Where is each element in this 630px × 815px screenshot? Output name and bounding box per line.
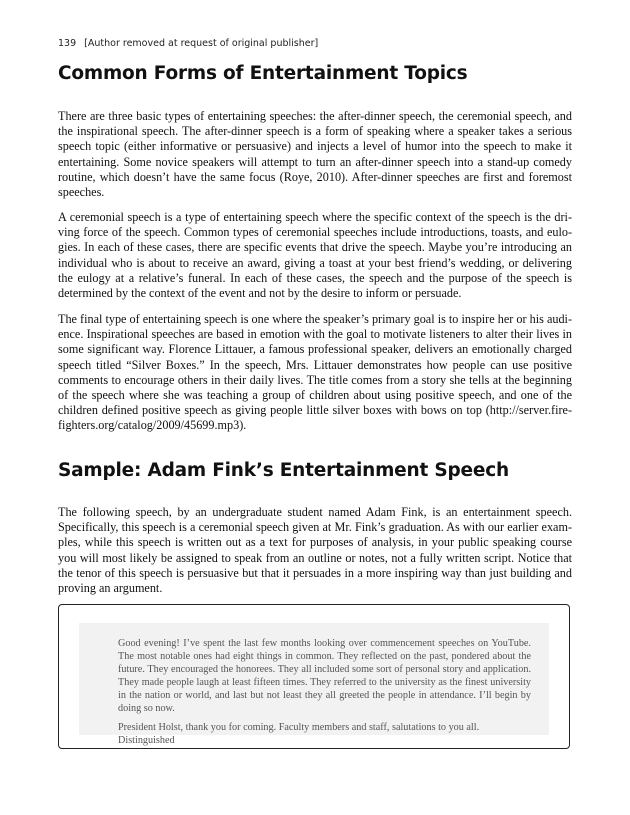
- body-paragraph: The following speech, by an undergraduate student named Adam Fink, is an entertainment speech. Specifically, this speech is a ceremonial speech given at Mr. Fink’s graduation. As with our earlier examples, while this speech is written out as a text for purposes of analysis, in your public speaking course you will most likely be assigned to speak from an outline or notes, not a fully written script. Notice that the tenor of this speech is persuasive but that it persuades in a more inspiring way than just building and proving an argument.: [58, 505, 572, 596]
- body-paragraph: There are three basic types of entertaining speeches: the after-dinner speech, the ceremonial speech, and the inspirational speech. The after-dinner speech is a form of speaking where a speaker takes a serious speech topic (either informative or persuasive) and injects a level of humor into the speech to make it entertaining. Some novice speakers will attempt to turn an after-dinner speech into a stand-up comedy routine, which doesn’t have the same focus (Roye, 2010). After-dinner speeches are first and foremost speeches.: [58, 109, 572, 200]
- running-title: [Author removed at request of original publisher]: [84, 38, 319, 49]
- page-number: 139: [58, 38, 77, 49]
- speech-excerpt-paragraph: President Holst, thank you for coming. Faculty members and staff, salutations to you all. Distinguished: [118, 722, 480, 746]
- speech-excerpt-quote: [79, 623, 549, 746]
- speech-excerpt-box: [58, 604, 570, 749]
- body-paragraph: The final type of entertaining speech is one where the speaker’s primary goal is to inspire her or his audience. Inspirational speeches are based in emotion with the goal to motivate listeners to alter their lives in some significant way. Florence Littauer, a famous professional speaker, delivers an emotionally charged speech titled “Silver Boxes.” In the speech, Mrs. Littauer demonstrates how people can use positive comments to encourage others in their daily lives. The title comes from a story she tells at the beginning of the speech where she was teaching a group of children about using positive speech, and one of the children defined positive speech as giving people little silver boxes with bows on top (http://server.firefighters.org/catalog/2009/45699.mp3).: [58, 312, 572, 433]
- page-header: [58, 38, 318, 49]
- section-heading-sample-speech: Sample: Adam Fink’s Entertainment Speech: [58, 460, 509, 481]
- section-heading-entertainment-topics: Common Forms of Entertainment Topics: [58, 63, 468, 84]
- body-paragraph: A ceremonial speech is a type of entertaining speech where the specific context of the speech is the driving force of the speech. Common types of ceremonial speeches include introductions, toasts, and eulogies. In each of these cases, there are specific events that drive the speech. Maybe you’re introducing an individual who is about to receive an award, giving a toast at your best friend’s wedding, or delivering the eulogy at a relative’s funeral. In each of these cases, the speech and the purpose of the speech is determined by the context of the event and not by the desire to inform or persuade.: [58, 210, 572, 301]
- speech-excerpt-paragraph: Good evening! I’ve spent the last few months looking over commencement speeches on YouTube. The most notable ones had eight things in common. They reflected on the past, pondered about the future. They encouraged the honorees. They all included some sort of personal story and application. They made people laugh at least fifteen times. They referred to the university as the finest university in the nation or world, and last but not least they all greeted the people in attendance. I’ll begin by doing so now.: [118, 638, 531, 714]
